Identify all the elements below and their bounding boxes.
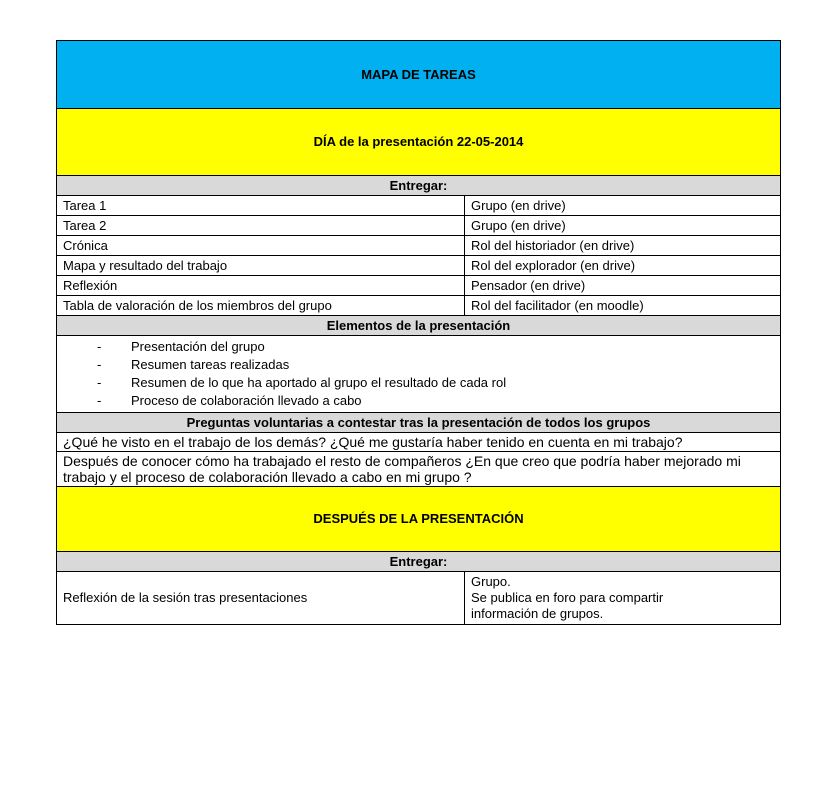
owner-cell: Rol del facilitador (en moodle) <box>465 296 781 316</box>
elements-list <box>63 338 774 410</box>
list-item <box>63 338 774 356</box>
task-cell: Reflexión de la sesión tras presentaciones <box>57 572 465 625</box>
deliver-header-after: Entregar: <box>57 552 781 572</box>
after-presentation-heading: DESPUÉS DE LA PRESENTACIÓN <box>57 487 781 552</box>
table-row <box>57 296 781 316</box>
elements-header: Elementos de la presentación <box>57 316 781 336</box>
bullet-dash: - <box>97 375 102 390</box>
table-row <box>57 216 781 236</box>
owner-cell: Rol del explorador (en drive) <box>465 256 781 276</box>
owner-cell: Grupo (en drive) <box>465 196 781 216</box>
elements-list-cell <box>57 336 781 413</box>
owner-line: Grupo. <box>471 574 511 589</box>
task-map-table <box>56 40 781 625</box>
list-item <box>63 392 774 410</box>
list-item-text: Proceso de colaboración llevado a cabo <box>131 393 362 408</box>
task-cell: Reflexión <box>57 276 465 296</box>
table-title: MAPA DE TAREAS <box>57 41 781 109</box>
questions-header: Preguntas voluntarias a contestar tras la presentación de todos los grupos <box>57 413 781 433</box>
task-cell: Crónica <box>57 236 465 256</box>
owner-cell: Pensador (en drive) <box>465 276 781 296</box>
table-row <box>57 256 781 276</box>
task-cell: Tarea 1 <box>57 196 465 216</box>
list-item <box>63 356 774 374</box>
list-item <box>63 374 774 392</box>
bullet-dash: - <box>97 339 102 354</box>
bullet-dash: - <box>97 393 102 408</box>
owner-line: Se publica en foro para compartir <box>471 590 664 605</box>
deliver-header: Entregar: <box>57 176 781 196</box>
owner-line: información de grupos. <box>471 606 604 621</box>
question-one: ¿Qué he visto en el trabajo de los demás? ¿Qué me gustaría haber tenido en cuenta en mi trabajo? <box>57 433 781 452</box>
task-cell: Tabla de valoración de los miembros del grupo <box>57 296 465 316</box>
list-item-text: Resumen tareas realizadas <box>131 357 290 372</box>
table-row <box>57 572 781 625</box>
list-item-text: Resumen de lo que ha aportado al grupo el resultado de cada rol <box>131 375 507 390</box>
owner-cell: Rol del historiador (en drive) <box>465 236 781 256</box>
table-row <box>57 276 781 296</box>
question-two: Después de conocer cómo ha trabajado el resto de compañeros ¿En que creo que podría haber mejorado mi trabajo y el proceso de colaboración llevado a cabo en mi grupo ? <box>57 452 781 487</box>
task-cell: Tarea 2 <box>57 216 465 236</box>
list-item-text: Presentación del grupo <box>131 339 265 354</box>
bullet-dash: - <box>97 357 102 372</box>
presentation-day-heading: DÍA de la presentación 22-05-2014 <box>57 109 781 176</box>
table-row <box>57 196 781 216</box>
task-cell: Mapa y resultado del trabajo <box>57 256 465 276</box>
table-row <box>57 236 781 256</box>
owner-cell <box>465 572 781 625</box>
owner-cell: Grupo (en drive) <box>465 216 781 236</box>
